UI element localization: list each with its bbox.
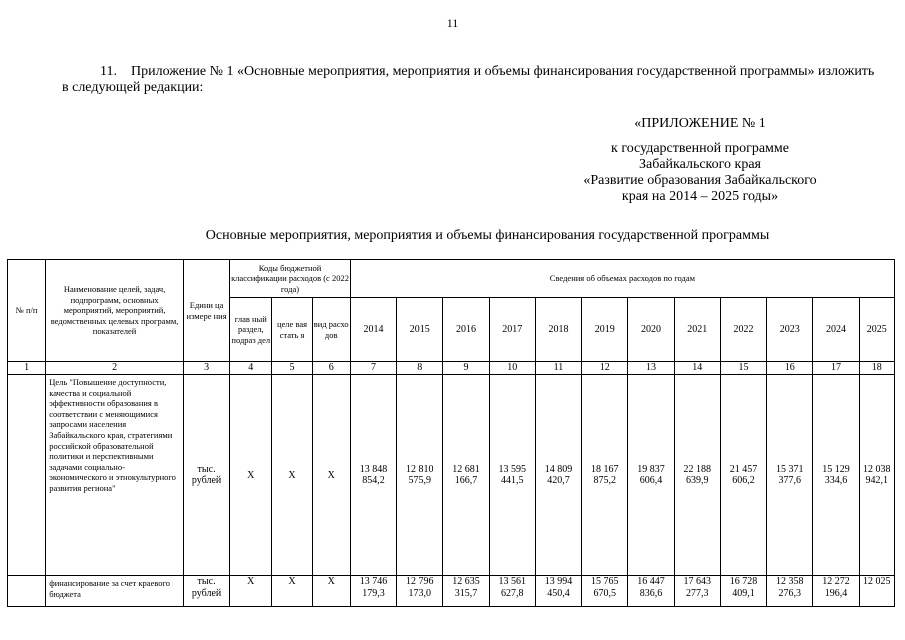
row-value: 18 167 875,2	[582, 375, 628, 576]
column-number: 2	[46, 362, 184, 375]
row-value: 21 457 606,2	[720, 375, 766, 576]
row-code-section: X	[230, 576, 272, 607]
row-value: 16 728 409,1	[720, 576, 766, 607]
column-number: 3	[183, 362, 229, 375]
row-value: 12 681 166,7	[443, 375, 489, 576]
row-num	[8, 375, 46, 576]
table-row	[8, 375, 895, 576]
row-code-type: X	[312, 576, 350, 607]
row-value: 12 038 942,1	[859, 375, 894, 576]
table-row	[8, 576, 895, 607]
row-code-type: X	[312, 375, 350, 576]
column-number: 12	[582, 362, 628, 375]
header-name: Наименование целей, задач, подпрограмм, основных мероприятий, мероприятий, ведомственных целевых программ, показателей	[46, 260, 184, 362]
header-unit: Едини ца измере ния	[183, 260, 229, 362]
header-year: 2025	[859, 298, 894, 362]
row-value: 13 746 179,3	[350, 576, 396, 607]
column-number: 15	[720, 362, 766, 375]
row-code-article: X	[272, 576, 312, 607]
appendix-header	[560, 116, 840, 205]
column-number: 18	[859, 362, 894, 375]
row-value: 12 635 315,7	[443, 576, 489, 607]
column-number: 17	[813, 362, 859, 375]
header-code-type: вид расхо дов	[312, 298, 350, 362]
header-year: 2019	[582, 298, 628, 362]
column-number: 10	[489, 362, 535, 375]
header-year: 2022	[720, 298, 766, 362]
column-number: 11	[535, 362, 581, 375]
row-value: 13 994 450,4	[535, 576, 581, 607]
header-year: 2020	[628, 298, 674, 362]
appendix-line: к государственной программе	[611, 141, 789, 156]
column-number: 1	[8, 362, 46, 375]
row-name: Цель "Повышение доступности, качества и социальной эффективности образования в соответствии с меняющимися запросами населения Забайкальского края, стратегиями российской образовательной политики и перспективными задачами социально-экономического и этнокультурного развития региона"	[46, 375, 184, 576]
column-number: 14	[674, 362, 720, 375]
column-number-row	[8, 362, 895, 375]
row-value: 15 765 670,5	[582, 576, 628, 607]
column-number: 16	[767, 362, 813, 375]
column-number: 8	[397, 362, 443, 375]
row-num	[8, 576, 46, 607]
paragraph-number: 11.	[100, 64, 117, 79]
row-value: 12 025	[859, 576, 894, 607]
appendix-line: края на 2014 – 2025 годы»	[621, 189, 779, 204]
table-title: Основные мероприятия, мероприятия и объемы финансирования государственной программы	[205, 228, 770, 243]
financing-table	[7, 259, 895, 607]
header-year: 2024	[813, 298, 859, 362]
row-value: 12 810 575,9	[397, 375, 443, 576]
column-number: 13	[628, 362, 674, 375]
header-code-article: целе вая стать я	[272, 298, 312, 362]
column-number: 6	[312, 362, 350, 375]
row-code-section: X	[230, 375, 272, 576]
header-year: 2018	[535, 298, 581, 362]
row-value: 12 358 276,3	[767, 576, 813, 607]
row-value: 16 447 836,6	[628, 576, 674, 607]
row-unit: тыс. рублей	[183, 375, 229, 576]
header-budget-codes: Коды бюджетной классификации расходов (с 2022 года)	[230, 260, 351, 298]
row-value: 13 848 854,2	[350, 375, 396, 576]
header-year: 2015	[397, 298, 443, 362]
row-value: 15 371 377,6	[767, 375, 813, 576]
row-name: финансирование за счет краевого бюджета	[46, 576, 184, 607]
header-year: 2014	[350, 298, 396, 362]
column-number: 5	[272, 362, 312, 375]
row-value: 15 129 334,6	[813, 375, 859, 576]
header-year: 2023	[767, 298, 813, 362]
appendix-line: Забайкальского края	[638, 157, 761, 172]
row-value: 22 188 639,9	[674, 375, 720, 576]
header-code-section: глав ный раздел, подраз дел	[230, 298, 272, 362]
appendix-line: «Развитие образования Забайкальского	[583, 173, 817, 188]
column-number: 4	[230, 362, 272, 375]
row-value: 14 809 420,7	[535, 375, 581, 576]
row-value: 12 272 196,4	[813, 576, 859, 607]
row-value: 17 643 277,3	[674, 576, 720, 607]
row-value: 13 595 441,5	[489, 375, 535, 576]
paragraph-text: Приложение № 1 «Основные мероприятия, мероприятия и объемы финансирования государственной программы» изложить в следующей редакции:	[62, 64, 875, 95]
header-year: 2021	[674, 298, 720, 362]
row-value: 12 796 173,0	[397, 576, 443, 607]
header-num: № п/п	[8, 260, 46, 362]
row-value: 13 561 627,8	[489, 576, 535, 607]
row-value: 19 837 606,4	[628, 375, 674, 576]
column-number: 7	[350, 362, 396, 375]
row-unit: тыс. рублей	[183, 576, 229, 607]
header-year: 2017	[489, 298, 535, 362]
page-number: 11	[446, 16, 459, 30]
column-number: 9	[443, 362, 489, 375]
row-code-article: X	[272, 375, 312, 576]
header-year: 2016	[443, 298, 489, 362]
header-expenses: Сведения об объемах расходов по годам	[350, 260, 894, 298]
amendment-paragraph	[62, 64, 882, 96]
appendix-title: «ПРИЛОЖЕНИЕ № 1	[634, 116, 766, 131]
